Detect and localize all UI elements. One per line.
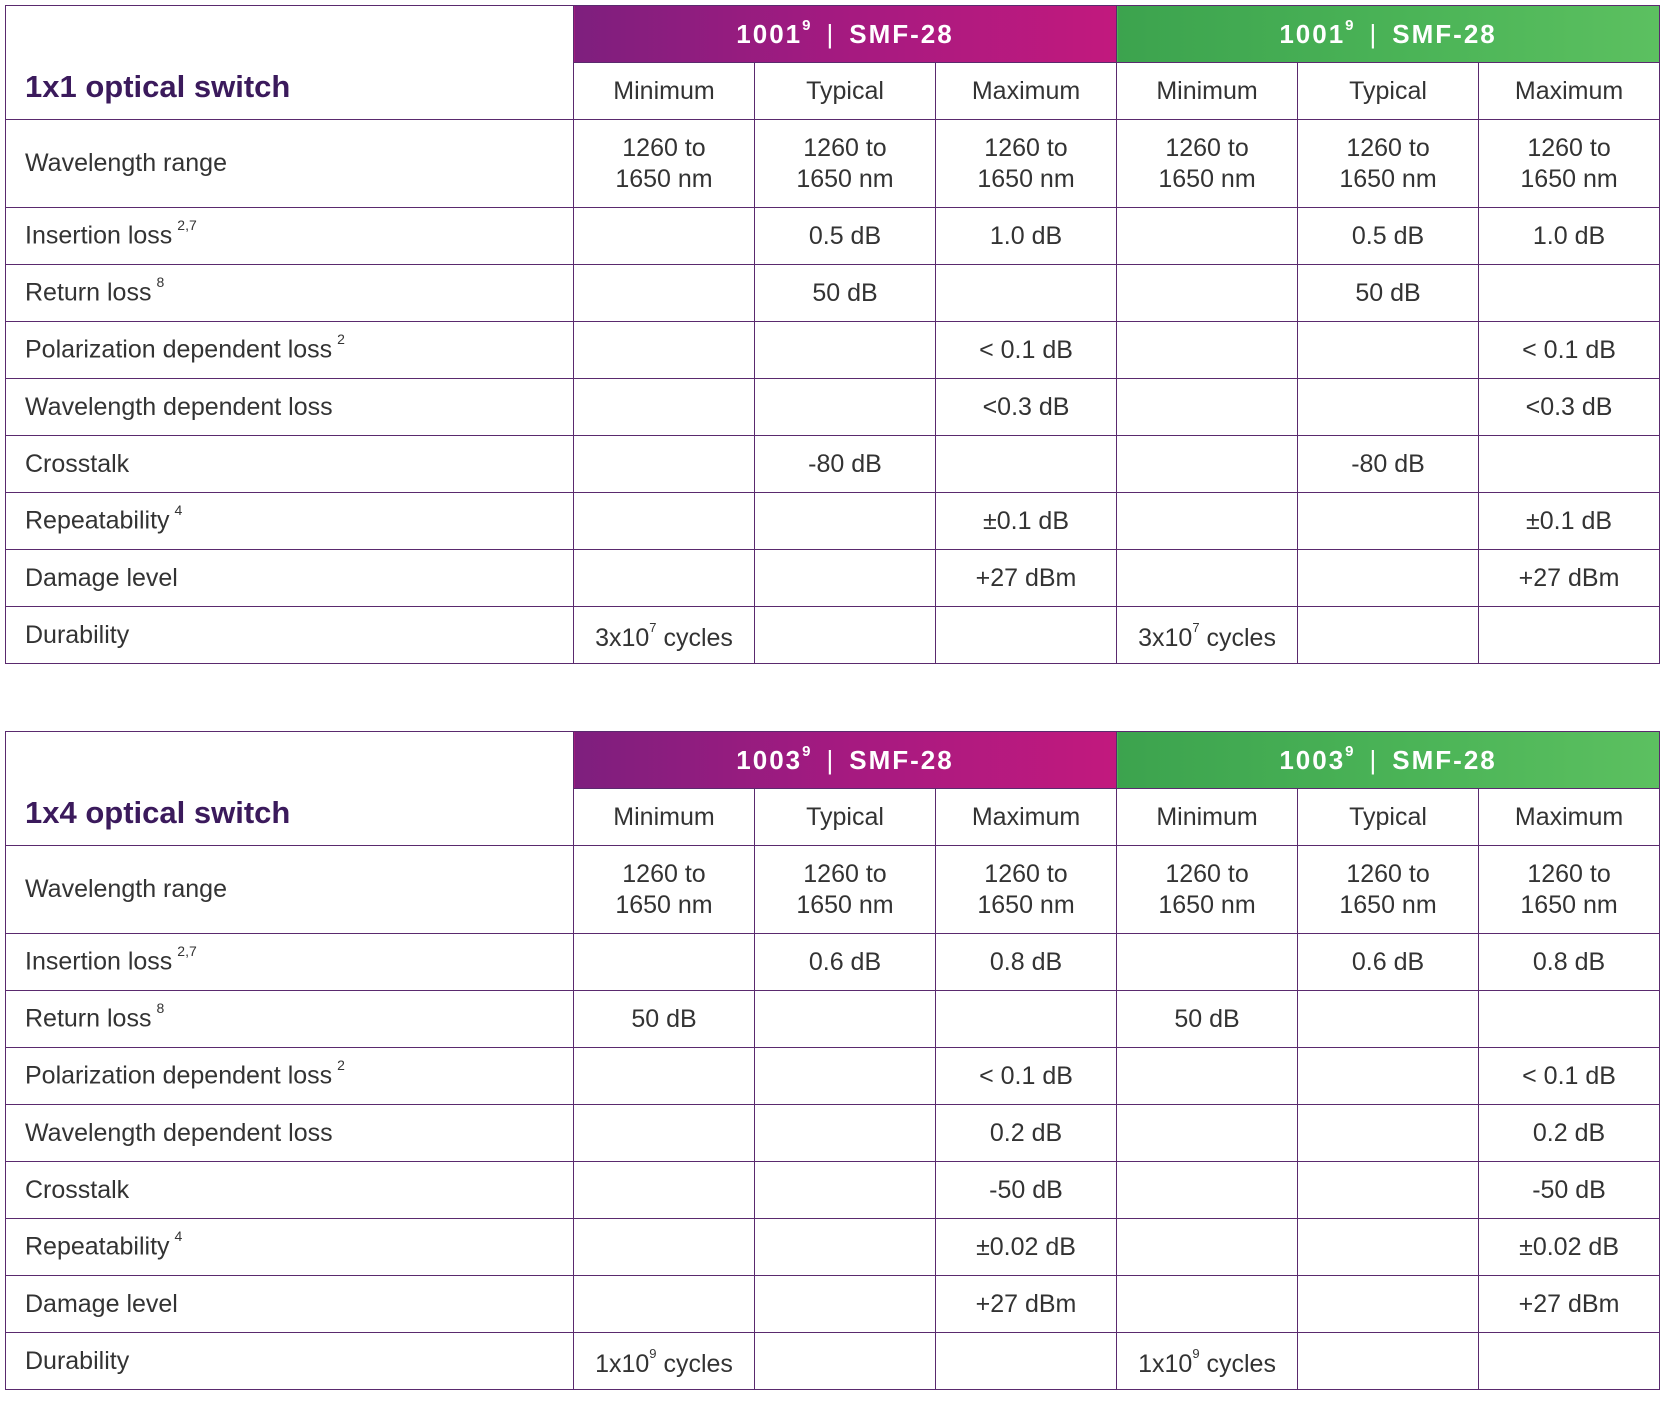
- row-label-text: Wavelength dependent loss: [25, 392, 333, 421]
- value-text: 0.8 dB: [1532, 947, 1606, 976]
- row-label-text: Repeatability: [25, 506, 170, 535]
- value-cell: [936, 322, 1117, 379]
- footnote-ref: 4: [174, 502, 183, 519]
- value-cell: [1117, 322, 1298, 379]
- value-cell: [755, 1219, 936, 1276]
- row-label: [6, 934, 574, 991]
- value-text: < 0.1 dB: [979, 1061, 1073, 1090]
- value-text: 1260 to 1650 nm: [1520, 133, 1618, 193]
- column-header: Maximum: [936, 789, 1117, 846]
- column-header: Minimum: [1117, 63, 1298, 120]
- column-header: Maximum: [936, 63, 1117, 120]
- value-cell: [1298, 379, 1479, 436]
- value-cell: [1479, 1219, 1660, 1276]
- column-header: Maximum: [1479, 63, 1660, 120]
- row-label: [6, 436, 574, 493]
- value-text: ±0.02 dB: [976, 1232, 1076, 1261]
- column-header: Minimum: [1117, 789, 1298, 846]
- table-row: [6, 934, 1660, 991]
- value-cell: [1117, 379, 1298, 436]
- value-cell: [1479, 1162, 1660, 1219]
- row-label: [6, 493, 574, 550]
- value-text: 1.0 dB: [1532, 221, 1606, 250]
- row-label: [6, 1219, 574, 1276]
- value-cell: [574, 1162, 755, 1219]
- table-row: [6, 1276, 1660, 1333]
- value-text: +27 dBm: [1518, 1289, 1620, 1318]
- value-cell: [936, 607, 1117, 664]
- value-text: 1260 to 1650 nm: [977, 133, 1075, 193]
- separator: |: [826, 744, 836, 775]
- row-label: [6, 991, 574, 1048]
- value-cell: [574, 322, 755, 379]
- row-label: [6, 1162, 574, 1219]
- table-row: [6, 991, 1660, 1048]
- value-cell: [1479, 991, 1660, 1048]
- value-cell: [1117, 1048, 1298, 1105]
- value-cell: [574, 607, 755, 664]
- value-text: <0.3 dB: [1525, 392, 1613, 421]
- value-cell: [1479, 120, 1660, 208]
- footnote-ref: 2: [337, 1057, 345, 1074]
- value-cell: [936, 208, 1117, 265]
- value-cell: [1117, 1333, 1298, 1390]
- value-cell: [574, 120, 755, 208]
- value-cell: [1117, 265, 1298, 322]
- fiber-type: SMF-28: [849, 744, 954, 775]
- value-cell: [1479, 265, 1660, 322]
- value-text: $1x10^9$ cycles: [1138, 1346, 1276, 1378]
- value-cell: [936, 120, 1117, 208]
- table-row: [6, 379, 1660, 436]
- row-label: [6, 120, 574, 208]
- value-text: +27 dBm: [975, 1289, 1077, 1318]
- value-cell: [1298, 1333, 1479, 1390]
- row-label: [6, 1105, 574, 1162]
- model-header-right: [1117, 6, 1660, 63]
- row-label-text: Damage level: [25, 563, 178, 592]
- fiber-type: SMF-28: [849, 18, 954, 49]
- value-text: <0.3 dB: [982, 392, 1070, 421]
- value-cell: [755, 493, 936, 550]
- value-text: $1x10^9$ cycles: [595, 1346, 733, 1378]
- value-text: 50 dB: [631, 1004, 697, 1033]
- value-text: 1.0 dB: [989, 221, 1063, 250]
- value-cell: [1479, 208, 1660, 265]
- column-header: Typical: [1298, 63, 1479, 120]
- value-cell: [1298, 322, 1479, 379]
- value-cell: [1298, 1162, 1479, 1219]
- value-text: 1260 to 1650 nm: [1339, 133, 1437, 193]
- value-cell: [1298, 1105, 1479, 1162]
- value-cell: [936, 379, 1117, 436]
- footnote-ref: 8: [156, 1000, 165, 1017]
- value-cell: [936, 934, 1117, 991]
- value-cell: [1479, 1105, 1660, 1162]
- column-header: Maximum: [1479, 789, 1660, 846]
- value-cell: [1479, 322, 1660, 379]
- model-footnote: 9: [1345, 742, 1356, 760]
- value-cell: [1298, 846, 1479, 934]
- table-row: [6, 436, 1660, 493]
- model-number: 1001: [1279, 18, 1346, 49]
- table-row: [6, 550, 1660, 607]
- value-cell: [755, 322, 936, 379]
- row-label-text: Crosstalk: [25, 1175, 130, 1204]
- value-cell: [574, 550, 755, 607]
- row-label-text: Insertion loss: [25, 221, 173, 250]
- value-cell: [1298, 991, 1479, 1048]
- column-header: Typical: [755, 789, 936, 846]
- model-footnote: 9: [802, 16, 813, 34]
- value-cell: [1117, 991, 1298, 1048]
- value-cell: [574, 379, 755, 436]
- column-header: Minimum: [574, 789, 755, 846]
- value-cell: [1117, 934, 1298, 991]
- row-label-text: Return loss: [25, 1004, 152, 1033]
- value-cell: [1117, 1162, 1298, 1219]
- value-text: 1260 to 1650 nm: [796, 859, 894, 919]
- value-cell: [936, 1162, 1117, 1219]
- fiber-type: SMF-28: [1392, 18, 1497, 49]
- value-cell: [755, 607, 936, 664]
- value-cell: [574, 436, 755, 493]
- value-text: 0.5 dB: [1351, 221, 1425, 250]
- value-cell: [755, 1162, 936, 1219]
- value-text: 1260 to 1650 nm: [1158, 133, 1256, 193]
- row-label-text: Wavelength range: [25, 149, 227, 177]
- model-header-right: [1117, 732, 1660, 789]
- table-row: [6, 322, 1660, 379]
- value-cell: [936, 1276, 1117, 1333]
- value-text: $3x10^7$ cycles: [595, 620, 733, 652]
- row-label-text: Durability: [25, 620, 130, 649]
- value-text: +27 dBm: [975, 563, 1077, 592]
- value-cell: [1479, 1276, 1660, 1333]
- value-text: ±0.02 dB: [1519, 1232, 1619, 1261]
- footnote-ref: 2: [337, 331, 345, 348]
- value-text: 50 dB: [1174, 1004, 1240, 1033]
- model-number: 1003: [1279, 744, 1346, 775]
- value-cell: [755, 1048, 936, 1105]
- value-cell: [755, 846, 936, 934]
- value-cell: [1298, 120, 1479, 208]
- spec-table-1x1: [5, 5, 1660, 664]
- value-text: -50 dB: [989, 1175, 1063, 1204]
- value-cell: [755, 1276, 936, 1333]
- value-cell: [574, 1276, 755, 1333]
- column-header: Typical: [1298, 789, 1479, 846]
- value-cell: [574, 1105, 755, 1162]
- value-text: 0.8 dB: [989, 947, 1063, 976]
- row-label: [6, 208, 574, 265]
- value-cell: [1479, 607, 1660, 664]
- table-row: [6, 607, 1660, 664]
- value-text: +27 dBm: [1518, 563, 1620, 592]
- value-cell: [1479, 1048, 1660, 1105]
- value-cell: [1117, 436, 1298, 493]
- value-cell: [1117, 1276, 1298, 1333]
- table-title: 1x4 optical switch: [6, 732, 574, 846]
- table-title: 1x1 optical switch: [6, 6, 574, 120]
- footnote-ref: 4: [174, 1228, 183, 1245]
- value-text: -80 dB: [1351, 449, 1425, 478]
- value-text: < 0.1 dB: [979, 335, 1073, 364]
- table-row: [6, 120, 1660, 208]
- value-cell: [1298, 493, 1479, 550]
- value-cell: [574, 846, 755, 934]
- separator: |: [1369, 744, 1379, 775]
- row-label-text: Wavelength range: [25, 875, 227, 903]
- value-cell: [1117, 1219, 1298, 1276]
- row-label: [6, 607, 574, 664]
- value-text: 1260 to 1650 nm: [1158, 859, 1256, 919]
- value-text: ±0.1 dB: [983, 506, 1070, 535]
- value-text: 1260 to 1650 nm: [796, 133, 894, 193]
- value-cell: [1479, 493, 1660, 550]
- footnote-ref: 2,7: [177, 943, 197, 960]
- column-header: Typical: [755, 63, 936, 120]
- footnote-ref: 2,7: [177, 217, 197, 234]
- row-label-text: Polarization dependent loss: [25, 1061, 333, 1090]
- value-cell: [755, 934, 936, 991]
- separator: |: [826, 18, 836, 49]
- value-cell: [936, 1105, 1117, 1162]
- value-text: 50 dB: [1355, 278, 1421, 307]
- value-cell: [755, 991, 936, 1048]
- table-row: [6, 1048, 1660, 1105]
- value-cell: [755, 1333, 936, 1390]
- value-cell: [574, 208, 755, 265]
- value-text: 1260 to 1650 nm: [615, 133, 713, 193]
- value-cell: [936, 265, 1117, 322]
- value-text: < 0.1 dB: [1522, 1061, 1616, 1090]
- value-cell: [574, 265, 755, 322]
- model-number: 1001: [736, 18, 803, 49]
- row-label-text: Polarization dependent loss: [25, 335, 333, 364]
- row-label-text: Repeatability: [25, 1232, 170, 1261]
- fiber-type: SMF-28: [1392, 744, 1497, 775]
- row-label: [6, 265, 574, 322]
- value-text: -80 dB: [808, 449, 882, 478]
- value-text: 0.2 dB: [1532, 1118, 1606, 1147]
- value-cell: [755, 265, 936, 322]
- value-cell: [1117, 120, 1298, 208]
- value-cell: [936, 436, 1117, 493]
- value-cell: [1479, 436, 1660, 493]
- value-cell: [574, 934, 755, 991]
- value-text: -50 dB: [1532, 1175, 1606, 1204]
- row-label: [6, 379, 574, 436]
- value-text: 1260 to 1650 nm: [977, 859, 1075, 919]
- value-cell: [936, 550, 1117, 607]
- row-label-text: Wavelength dependent loss: [25, 1118, 333, 1147]
- table-row: [6, 846, 1660, 934]
- value-text: 1260 to 1650 nm: [1520, 859, 1618, 919]
- row-label: [6, 846, 574, 934]
- value-cell: [936, 493, 1117, 550]
- value-cell: [1479, 846, 1660, 934]
- value-cell: [1479, 1333, 1660, 1390]
- row-label-text: Damage level: [25, 1289, 178, 1318]
- model-footnote: 9: [1345, 16, 1356, 34]
- separator: |: [1369, 18, 1379, 49]
- value-cell: [1117, 550, 1298, 607]
- value-cell: [755, 208, 936, 265]
- table-row: [6, 1219, 1660, 1276]
- value-cell: [755, 1105, 936, 1162]
- table-row: [6, 1162, 1660, 1219]
- footnote-ref: 8: [156, 274, 165, 291]
- value-cell: [1298, 1048, 1479, 1105]
- value-cell: [936, 846, 1117, 934]
- row-label: [6, 322, 574, 379]
- value-cell: [574, 1333, 755, 1390]
- spec-table-1x4: [5, 731, 1660, 1390]
- table-row: [6, 493, 1660, 550]
- value-cell: [1298, 436, 1479, 493]
- value-cell: [1479, 379, 1660, 436]
- model-header-left: [574, 6, 1117, 63]
- value-cell: [1117, 846, 1298, 934]
- table-row: [6, 1105, 1660, 1162]
- value-cell: [574, 1048, 755, 1105]
- value-text: 0.6 dB: [808, 947, 882, 976]
- value-text: < 0.1 dB: [1522, 335, 1616, 364]
- value-text: 50 dB: [812, 278, 878, 307]
- value-cell: [936, 991, 1117, 1048]
- value-cell: [755, 436, 936, 493]
- row-label: [6, 1276, 574, 1333]
- row-label: [6, 550, 574, 607]
- row-label-text: Insertion loss: [25, 947, 173, 976]
- value-cell: [755, 379, 936, 436]
- value-cell: [1117, 208, 1298, 265]
- value-cell: [1479, 550, 1660, 607]
- table-row: [6, 265, 1660, 322]
- value-text: $3x10^7$ cycles: [1138, 620, 1276, 652]
- value-text: 1260 to 1650 nm: [1339, 859, 1437, 919]
- value-text: 0.6 dB: [1351, 947, 1425, 976]
- value-cell: [1298, 1219, 1479, 1276]
- value-cell: [1117, 493, 1298, 550]
- value-text: ±0.1 dB: [1526, 506, 1613, 535]
- value-cell: [1298, 1276, 1479, 1333]
- value-cell: [1298, 934, 1479, 991]
- value-cell: [574, 493, 755, 550]
- value-cell: [755, 120, 936, 208]
- value-cell: [936, 1333, 1117, 1390]
- value-text: 1260 to 1650 nm: [615, 859, 713, 919]
- table-row: [6, 1333, 1660, 1390]
- value-text: 0.5 dB: [808, 221, 882, 250]
- row-label-text: Durability: [25, 1346, 130, 1375]
- model-footnote: 9: [802, 742, 813, 760]
- table-row: [6, 208, 1660, 265]
- value-text: 0.2 dB: [989, 1118, 1063, 1147]
- value-cell: [1117, 607, 1298, 664]
- row-label-text: Return loss: [25, 278, 152, 307]
- model-header-left: [574, 732, 1117, 789]
- value-cell: [1298, 607, 1479, 664]
- value-cell: [936, 1219, 1117, 1276]
- value-cell: [1298, 208, 1479, 265]
- value-cell: [755, 550, 936, 607]
- value-cell: [1117, 1105, 1298, 1162]
- column-header: Minimum: [574, 63, 755, 120]
- value-cell: [1298, 550, 1479, 607]
- row-label-text: Crosstalk: [25, 449, 130, 478]
- value-cell: [1479, 934, 1660, 991]
- value-cell: [936, 1048, 1117, 1105]
- row-label: [6, 1333, 574, 1390]
- value-cell: [1298, 265, 1479, 322]
- model-number: 1003: [736, 744, 803, 775]
- value-cell: [574, 991, 755, 1048]
- row-label: [6, 1048, 574, 1105]
- value-cell: [574, 1219, 755, 1276]
